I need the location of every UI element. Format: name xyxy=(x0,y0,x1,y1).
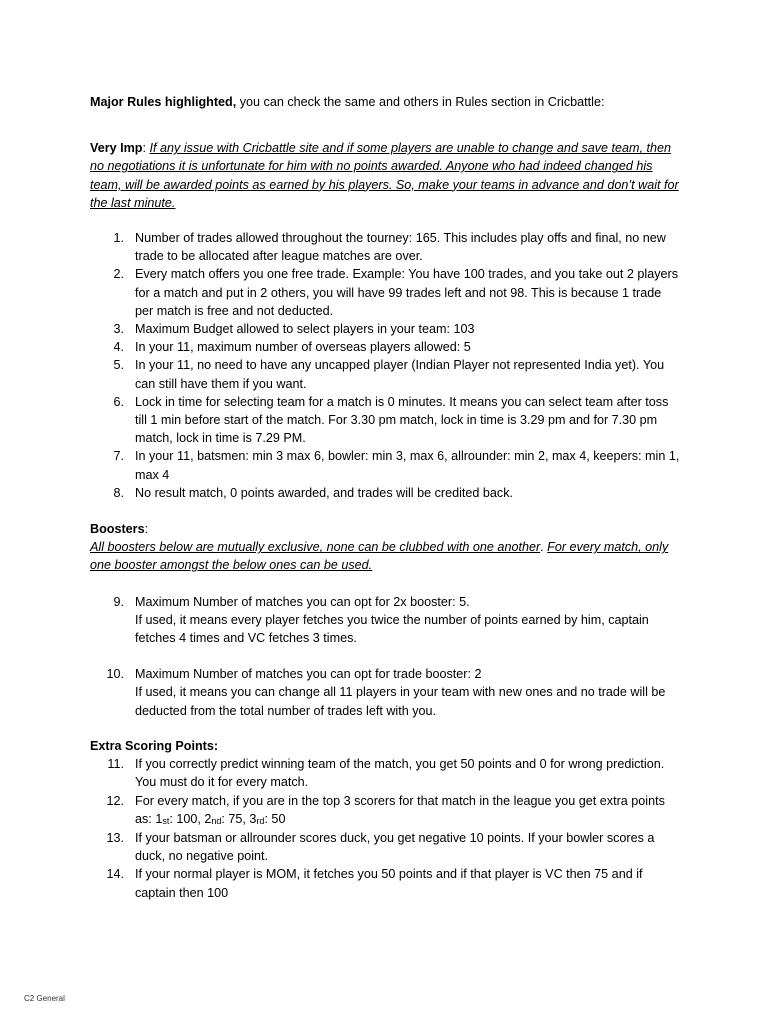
booster-line: Maximum Number of matches you can opt for 2x booster: 5. xyxy=(135,594,470,609)
important-colon: : xyxy=(142,141,150,156)
rank-3-points: : 50 xyxy=(264,811,286,826)
extra-points-heading xyxy=(90,737,682,755)
list-text: Lock in time for selecting team for a match is 0 minutes. It means you can select team after toss till 1 min before start of the match. For 3.30 pm match, lock in time is 3.29 pm and for 7.30 pm match, lock in time is 7.29 PM. xyxy=(135,394,669,446)
list-item xyxy=(90,665,682,720)
list-text: If your normal player is MOM, it fetches you 50 points and if that player is VC then 75 and if captain then 100 xyxy=(135,867,643,900)
list-item xyxy=(90,593,682,648)
list-number: 11. xyxy=(107,757,124,772)
important-label: Very Imp xyxy=(90,141,143,156)
ordinal-st: st xyxy=(162,815,170,826)
intro-text: you can check the same and others in Rules section in Cricbattle: xyxy=(236,95,605,109)
rank-2-points: : 75, xyxy=(221,811,250,826)
booster-detail: If used, it means you can change all 11 players in your team with new ones and no trade will be deducted from the total number of trades left with you. xyxy=(135,685,666,718)
important-text: If any issue with Cricbattle site and if some players are unable to change and save team, then no negotiations it is unfortunate for him with no points awarded. Anyone who had indeed changed his team, will be awarded points as earned by his players. So, make your teams in advance and don’t wait for the last minute. xyxy=(90,141,679,210)
list-text: For every match, if you are in the top 3 scorers for that match in the league you get extra points as: xyxy=(135,793,665,826)
list-number: 2. xyxy=(113,267,124,282)
list-number: 9. xyxy=(113,594,124,609)
boosters-note xyxy=(90,538,682,574)
list-item xyxy=(90,265,682,320)
list-number: 3. xyxy=(113,322,124,337)
list-number: 5. xyxy=(113,358,124,373)
boosters-colon: : xyxy=(144,522,149,537)
list-item xyxy=(90,338,682,356)
intro-bold: Major Rules highlighted, xyxy=(90,95,237,109)
rank-1-points: : 100, xyxy=(169,811,205,826)
rank-3: 3 xyxy=(249,811,257,826)
list-item xyxy=(90,447,682,483)
list-item xyxy=(90,792,682,829)
document-body xyxy=(90,93,682,902)
list-number: 8. xyxy=(113,485,124,500)
list-number: 12. xyxy=(106,793,124,808)
booster-line: Maximum Number of matches you can opt for trade booster: 2 xyxy=(135,667,482,682)
list-item xyxy=(90,393,682,448)
list-item xyxy=(90,484,682,502)
boosters-heading xyxy=(90,520,682,538)
intro-paragraph xyxy=(90,93,682,111)
list-text: Maximum Budget allowed to select players in your team: 103 xyxy=(135,322,475,337)
rank-1: 1 xyxy=(155,811,163,826)
extra-points-title: Extra Scoring Points: xyxy=(90,738,219,753)
list-number: 13. xyxy=(106,830,124,845)
list-text: No result match, 0 points awarded, and trades will be credited back. xyxy=(135,485,514,500)
rules-list xyxy=(90,229,682,502)
list-text: In your 11, batsmen: min 3 max 6, bowler: min 3, max 6, allrounder: min 2, max 4, keepers: min 1, max 4 xyxy=(135,449,680,482)
boosters-sep: . xyxy=(540,540,548,555)
list-item xyxy=(90,755,682,791)
ordinal-nd: nd xyxy=(211,815,222,826)
list-text: Every match offers you one free trade. Example: You have 100 trades, and you take out 2 players for a match and put in 2 others, you will have 99 trades left and not 98. This is because 1 trade per match is free and not deducted. xyxy=(135,267,679,318)
list-number: 10. xyxy=(106,667,124,682)
ordinal-rd: rd xyxy=(256,815,265,826)
list-text: Number of trades allowed throughout the tourney: 165. This includes play offs and final, no new trade to be allocated after league matches are over. xyxy=(135,231,666,264)
booster-detail: If used, it means every player fetches you twice the number of points earned by him, captain fetches 4 times and VC fetches 3 times. xyxy=(135,612,649,646)
list-text: If your batsman or allrounder scores duck, you get negative 10 points. If your bowler scores a duck, no negative point. xyxy=(135,830,655,864)
list-text: In your 11, maximum number of overseas players allowed: 5 xyxy=(135,340,471,355)
boosters-list xyxy=(90,593,682,720)
list-number: 4. xyxy=(113,340,124,355)
boosters-note-1: All boosters below are mutually exclusive, none can be clubbed with one another xyxy=(90,540,541,555)
list-item xyxy=(90,356,682,392)
list-item xyxy=(90,229,682,265)
footer-classification-label: C2 General xyxy=(24,994,65,1003)
list-number: 6. xyxy=(113,394,124,409)
list-number: 1. xyxy=(113,231,124,246)
boosters-note-2: For every match, only one booster amongst the below ones can be used. xyxy=(90,540,669,573)
list-text: If you correctly predict winning team of the match, you get 50 points and 0 for wrong prediction. You must do it for every match. xyxy=(135,757,665,790)
list-number: 14. xyxy=(106,867,124,882)
list-item xyxy=(90,865,682,901)
list-text: In your 11, no need to have any uncapped player (Indian Player not represented India yet). You can still have them if you want. xyxy=(135,358,665,391)
important-notice xyxy=(90,139,682,212)
list-number: 7. xyxy=(113,449,124,464)
boosters-title: Boosters xyxy=(90,522,145,537)
list-item xyxy=(90,829,682,865)
list-item xyxy=(90,320,682,338)
extra-points-list xyxy=(90,755,682,902)
rank-2: 2 xyxy=(204,811,212,826)
